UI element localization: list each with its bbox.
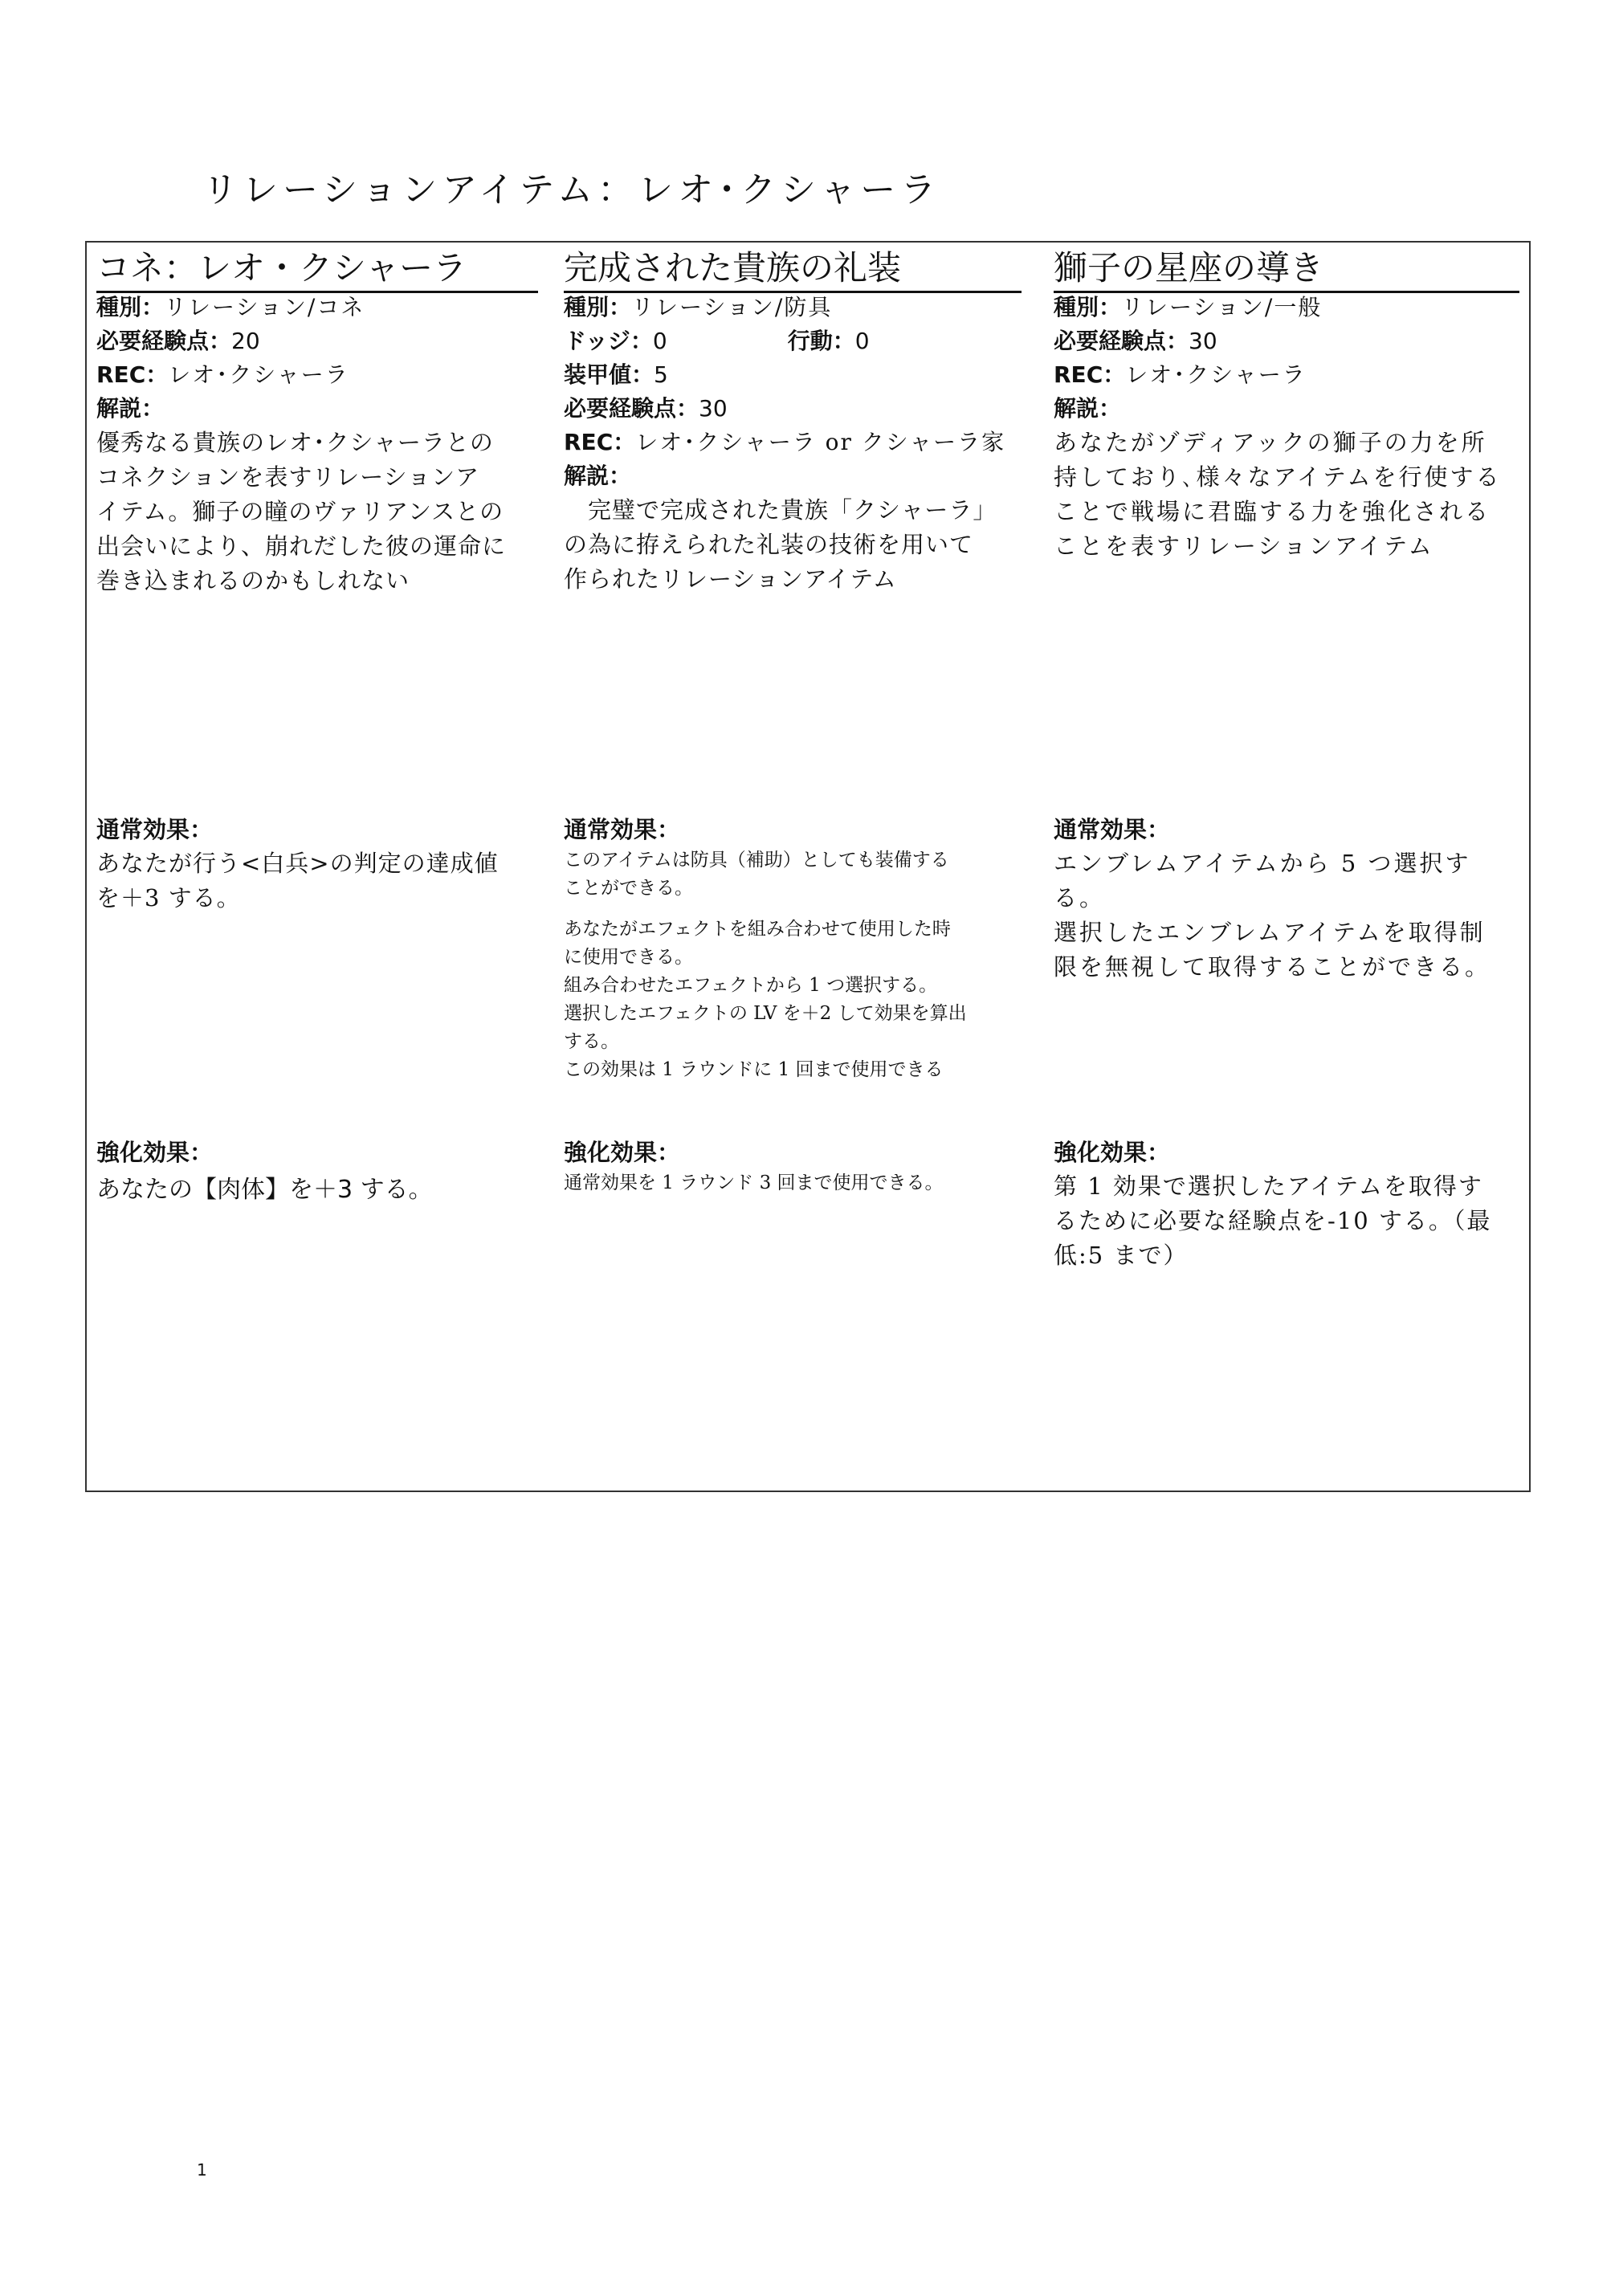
enhanced-effect-text <box>564 1169 1044 1197</box>
description-line: 出会いにより、崩れだした彼の運命に <box>96 532 507 560</box>
type-label: 種別： <box>96 294 165 320</box>
effect-line: この効果は 1 ラウンドに 1 回まで使用できる <box>564 1059 944 1080</box>
normal-effect-text <box>96 846 561 916</box>
item-meta <box>96 291 561 598</box>
rec-value: レオ･クシャーラ or クシャーラ家 <box>635 429 1006 455</box>
rec-row <box>96 358 561 392</box>
description-line: 持しており､様々なアイテムを行使する <box>1054 463 1502 491</box>
exp-row <box>564 392 1044 426</box>
description-line: あなたがゾディアックの獅子の力を所 <box>1054 429 1487 456</box>
item-name: コネ：レオ・クシャーラ <box>96 244 538 293</box>
type-value: リレーション/防具 <box>631 294 833 320</box>
normal-effect-label: 通常効果： <box>96 816 214 843</box>
description-line: 完璧で完成された貴族「クシャーラ」 <box>564 496 997 524</box>
effect-line: 選択したエフェクトの LV を＋2 して効果を算出 <box>564 1003 967 1024</box>
enhanced-effect-text <box>96 1172 561 1207</box>
description <box>1054 426 1521 564</box>
enhanced-effect-label: 強化効果： <box>1054 1139 1171 1166</box>
normal-effect-text-b <box>564 916 1044 1084</box>
page-title: リレーションアイテム：レオ･クシャーラ <box>202 169 941 210</box>
type-label: 種別： <box>564 294 632 320</box>
effect-line: あなたが行う<白兵>の判定の達成値 <box>96 850 499 877</box>
type-row <box>96 291 561 324</box>
rec-value: レオ･クシャーラ <box>168 361 349 388</box>
exp-label: 必要経験点： <box>564 395 699 422</box>
enhanced-effect <box>96 1136 561 1207</box>
exp-label: 必要経験点： <box>1054 328 1189 354</box>
description-line: ことで戦場に君臨する力を強化される <box>1054 498 1491 525</box>
normal-effect <box>1054 813 1521 985</box>
description-line: 作られたリレーションアイテム <box>564 565 897 593</box>
exp-label: 必要経験点： <box>96 328 232 354</box>
effect-line: るために必要な経験点を-10 する。（最 <box>1054 1207 1492 1234</box>
dodge-action-row <box>564 324 1044 358</box>
rec-label: REC： <box>96 361 169 388</box>
description <box>96 426 561 598</box>
armor-row <box>564 358 1044 392</box>
rec-row <box>564 426 1044 459</box>
effect-line: に使用できる。 <box>564 947 693 968</box>
type-row <box>1054 291 1521 324</box>
normal-effect-label: 通常効果： <box>564 816 681 843</box>
action-value: 0 <box>854 328 870 354</box>
effect-line: 第 1 効果で選択したアイテムを取得す <box>1054 1172 1483 1200</box>
exp-value: 30 <box>699 395 728 422</box>
item-card-armor <box>564 243 1044 1491</box>
effect-line: あなたがエフェクトを組み合わせて使用した時 <box>564 919 951 940</box>
desc-label: 解説： <box>1054 395 1122 422</box>
description-line: の為に拵えられた礼装の技術を用いて <box>564 531 974 558</box>
effect-line: あなたの【肉体】を＋3 する。 <box>96 1176 433 1204</box>
relation-item-table <box>85 241 1531 1492</box>
description-line: 優秀なる貴族のレオ･クシャーラとの <box>96 429 494 456</box>
normal-effect-text-a <box>564 846 1044 903</box>
desc-label: 解説： <box>96 395 165 422</box>
description-line: イテム。獅子の瞳のヴァリアンスとの <box>96 498 504 525</box>
enhanced-effect <box>564 1136 1044 1197</box>
rec-label: REC： <box>1054 361 1126 388</box>
rec-label: REC： <box>564 429 636 455</box>
description-line: コネクションを表すリレーションア <box>96 463 480 491</box>
effect-line: 選択したエンブレムアイテムを取得制 <box>1054 919 1486 946</box>
effect-line: 限を無視して取得することができる。 <box>1054 953 1491 981</box>
enhanced-effect-label: 強化効果： <box>96 1139 214 1166</box>
desc-row <box>96 392 561 426</box>
desc-row <box>564 459 1044 493</box>
dodge-label: ドッジ： <box>564 328 653 354</box>
enhanced-effect-text <box>1054 1169 1521 1273</box>
action-label: 行動： <box>787 328 855 354</box>
normal-effect-text <box>1054 846 1521 985</box>
effect-line: ことができる。 <box>564 878 693 899</box>
normal-effect <box>564 813 1044 1084</box>
exp-row <box>1054 324 1521 358</box>
enhanced-effect <box>1054 1136 1521 1273</box>
effect-line: 組み合わせたエフェクトから 1 つ選択する。 <box>564 975 938 996</box>
exp-value: 20 <box>231 328 260 354</box>
type-row <box>564 291 1044 324</box>
normal-effect-label: 通常効果： <box>1054 816 1171 843</box>
effect-line: 通常効果を 1 ラウンド 3 回まで使用できる。 <box>564 1172 944 1193</box>
item-meta <box>564 291 1044 597</box>
armor-value: 5 <box>654 361 668 388</box>
type-label: 種別： <box>1054 294 1122 320</box>
exp-row <box>96 324 561 358</box>
normal-effect <box>96 813 561 916</box>
type-value: リレーション/コネ <box>164 294 365 320</box>
page-number: 1 <box>197 2160 207 2180</box>
armor-label: 装甲値： <box>564 361 655 388</box>
description-line: ことを表すリレーションアイテム <box>1054 532 1434 560</box>
dodge-value: 0 <box>652 328 667 354</box>
item-name: 完成された貴族の礼装 <box>564 244 1022 293</box>
effect-line: このアイテムは防具（補助）としても装備する <box>564 850 949 871</box>
item-card-connection <box>96 243 561 1491</box>
type-value: リレーション/一般 <box>1121 294 1323 320</box>
desc-label: 解説： <box>564 463 632 489</box>
desc-row <box>1054 392 1521 426</box>
effect-line: エンブレムアイテムから 5 つ選択する。 <box>1054 850 1471 911</box>
effect-line: する。 <box>564 1031 619 1052</box>
effect-line: を＋3 する。 <box>96 884 241 911</box>
item-meta <box>1054 291 1521 564</box>
enhanced-effect-label: 強化効果： <box>564 1139 681 1166</box>
description <box>564 493 1044 597</box>
item-card-general <box>1054 243 1521 1491</box>
effect-line: 低:5 まで） <box>1054 1242 1189 1269</box>
rec-value: レオ･クシャーラ <box>1125 361 1307 388</box>
item-name: 獅子の星座の導き <box>1054 244 1519 293</box>
exp-value: 30 <box>1189 328 1217 354</box>
description-line: 巻き込まれるのかもしれない <box>96 567 410 594</box>
rec-row <box>1054 358 1521 392</box>
